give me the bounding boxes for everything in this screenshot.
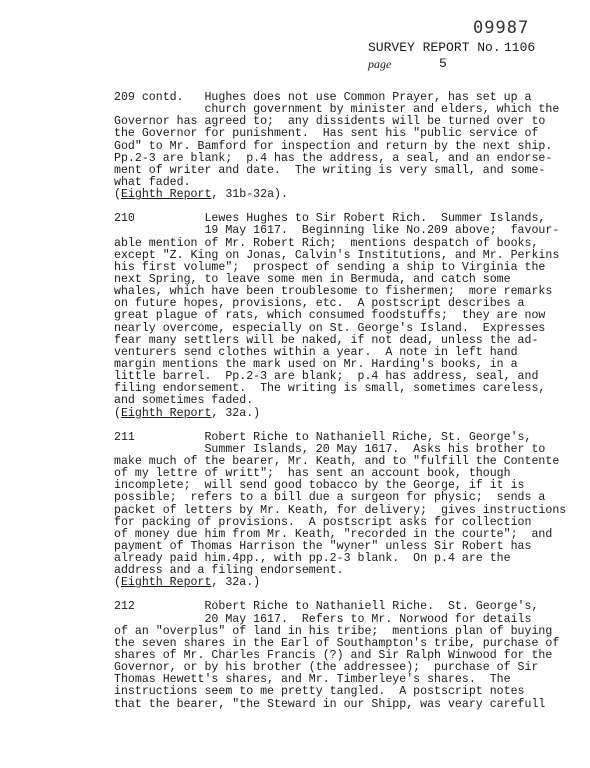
entry-reference: (Eighth Report, 32a.) (114, 406, 261, 420)
survey-entry (114, 92, 574, 201)
entry-line: packet of letters by Mr. Keath, for delivery; gives instructions (114, 503, 567, 517)
entries-list (114, 92, 574, 711)
entry-line: Summer Islands, 20 May 1617. Asks his brother to (114, 442, 546, 456)
entry-line: 210 Lewes Hughes to Sir Robert Rich. Summer Islands, (114, 212, 546, 226)
entry-line: 211 Robert Riche to Nathaniell Riche, St. George's, (114, 430, 532, 444)
entry-line: God" to Mr. Bamford for inspection and return by the next ship. (114, 139, 553, 153)
reference-pages: , 32a.) (211, 406, 261, 420)
entry-line: ment of writer and date. The writing is very small, and some- (114, 163, 546, 177)
entry-reference: (Eighth Report, 31b-32a). (114, 188, 288, 202)
entry-line: of an "overplus" of land in his tribe; mentions plan of buying (114, 624, 553, 638)
entry-line: incomplete; will send good tobacco by the George, if it is (114, 479, 525, 493)
entry-line: able mention of Mr. Robert Rich; mentions despatch of books, (114, 236, 539, 250)
entry-line: except "Z. King on Jonas, Calvin's Institutions, and Mr. Perkins (114, 248, 560, 262)
reference-pages: , 32a.) (211, 576, 261, 590)
entry-line: whales, which have been troublesome to fishermen; more remarks (114, 285, 553, 299)
entry-line: church government by minister and elders, which the (114, 103, 560, 117)
survey-entry (114, 432, 574, 590)
entry-line: Pp.2-3 are blank; p.4 has the address, a seal, and an endorse- (114, 151, 553, 165)
entry-line: 19 May 1617. Beginning like No.209 above; favour- (114, 224, 560, 238)
entry-line: filing endorsement. The writing is small, sometimes careless, (114, 382, 546, 396)
reference-pages: , 31b-32a). (211, 188, 288, 202)
entry-line: address and a filing endorsement. (114, 564, 344, 578)
entry-line: on future hopes, provisions, etc. A postscript describes a (114, 297, 525, 311)
entry-line: for packing of provisions. A postscript asks for collection (114, 515, 532, 529)
entry-line: nearly overcome, especially on St. George's Island. Expresses (114, 321, 546, 335)
entry-line: 209 contd. Hughes does not use Common Prayer, has set up a (114, 91, 532, 104)
entry-line: of money due him from Mr. Keath, "recorded in the courte"; and (114, 527, 553, 541)
entry-line: 212 Robert Riche to Nathaniell Riche. St. George's, (114, 600, 539, 614)
entry-line: and sometimes faded. (114, 394, 254, 408)
survey-entry (114, 601, 574, 710)
entry-line: little barrel. Pp.2-3 are blank; p.4 has address, seal, and (114, 370, 539, 384)
entry-line: margin mentions the mark used on Mr. Harding's books, in a (114, 357, 518, 371)
entry-line: the seven shares in the Earl of Southampton's tribe, purchase of (114, 636, 560, 650)
entry-line: shares of Mr. Charles Francis (?) and Sir Ralph Winwood for the (114, 649, 553, 663)
entry-line: the Governor for punishment. Has sent his "public service of (114, 127, 539, 141)
reference-title: Eighth Report (120, 576, 212, 590)
report-number: 1106 (504, 40, 536, 55)
page-label: page (368, 57, 392, 71)
entry-line: make much of the bearer, Mr. Keath, and to "fulfill the Contente (114, 454, 560, 468)
entry-line: payment of Thomas Harrison the "wyner" unless Sir Robert has (114, 539, 532, 553)
report-title: SURVEY REPORT No. (368, 40, 501, 55)
entry-line: Thomas Hewett's shares, and Mr. Timberleye's shares. The (114, 673, 511, 687)
survey-entry (114, 213, 574, 419)
entry-line: his first volume"; prospect of sending a ship to Virginia the (114, 260, 546, 274)
archive-stamp-number: 09987 (473, 18, 530, 38)
page-number: 5 (439, 56, 447, 71)
entry-line: what faded. (114, 175, 191, 189)
entry-line: fear many settlers will be naked, if not dead, unless the ad- (114, 333, 539, 347)
entry-line: 20 May 1617. Refers to Mr. Norwood for details (114, 612, 532, 626)
entry-line: venturers send clothes within a year. A note in left hand (114, 345, 518, 359)
reference-title: Eighth Report (120, 188, 212, 202)
entry-line: instructions seem to me pretty tangled. A postscript notes (114, 685, 525, 699)
entry-reference: (Eighth Report, 32a.) (114, 576, 261, 590)
entry-line: Governor, or by his brother (the addressee); purchase of Sir (114, 661, 539, 675)
reference-title: Eighth Report (120, 406, 212, 420)
entry-line: next Spring, to leave some men in Bermuda, and catch some (114, 272, 511, 286)
entry-line: possible; refers to a bill due a surgeon for physic; sends a (114, 491, 546, 505)
entry-line: already paid him.4pp., with pp.2-3 blank. On p.4 are the (114, 552, 511, 566)
entry-line: Governor has agreed to; any dissidents will be turned over to (114, 115, 546, 129)
entry-line: great plague of rats, which consumed foodstuffs; they are now (114, 309, 546, 323)
entry-line: of my lettre of writt"; has sent an account book, though (114, 467, 511, 481)
entry-line: that the bearer, "the Steward in our Shipp, was veary carefull (114, 697, 546, 711)
